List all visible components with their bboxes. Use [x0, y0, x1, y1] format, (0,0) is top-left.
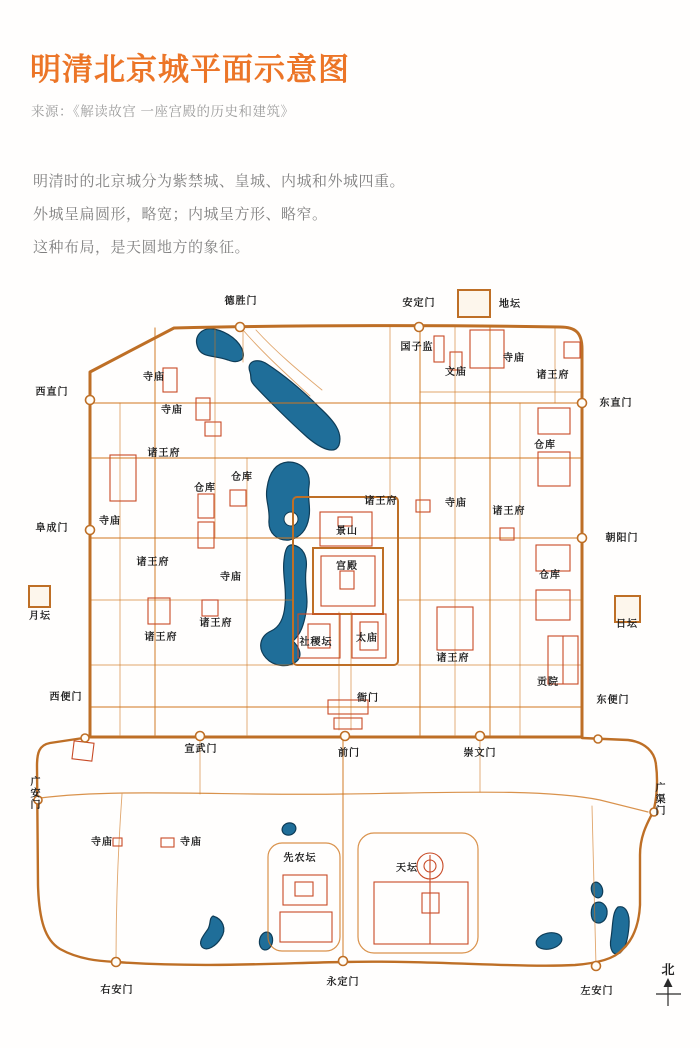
- source-line: 来源：《解读故宫 一座宫殿的历史和建筑》: [31, 104, 295, 119]
- lake-beihai-island: [284, 512, 298, 526]
- map-label-label-shejitan: 社稷坛: [299, 637, 333, 648]
- map-label-gate-dongbianmen: 东便门: [596, 695, 630, 706]
- map-label-gate-qianmen: 前门: [338, 748, 360, 759]
- map-label-label-yamen: 衙门: [357, 693, 379, 704]
- ditan-altar-square: [458, 290, 490, 317]
- map-label-label-wenmiao: 文庙: [445, 367, 467, 378]
- map-label-gate-chaoyangmen: 朝阳门: [605, 533, 639, 544]
- pond-outer-7: [535, 930, 564, 951]
- north-arrow: [656, 978, 681, 1006]
- map-label-gate-xuanwumen: 宣武门: [184, 744, 218, 755]
- map-label-label-xiannongtan: 先农坛: [283, 853, 317, 864]
- description-line-3: 这种布局，是天圆地方的象征。: [33, 239, 251, 256]
- lakes: [197, 329, 630, 954]
- map-label-label-simiao-c1: 寺庙: [445, 498, 467, 509]
- map-label-label-simiao-c2: 寺庙: [220, 572, 242, 583]
- map-label-gate-guangqumen: 广渠门: [655, 783, 667, 817]
- map-label-gate-guanganmen: 广安门: [30, 777, 42, 811]
- map-label-label-cangku-c1: 仓库: [231, 472, 253, 483]
- map-label-label-zhuwangfu-w1: 诸王府: [147, 448, 181, 459]
- map-label-label-cangku-c2: 仓库: [194, 483, 216, 494]
- map-label-label-simiao-nw1: 寺庙: [143, 372, 165, 383]
- pond-outer-2: [201, 916, 224, 949]
- map-label-gate-xizhimen: 西直门: [35, 387, 69, 398]
- jingshan-hall: [338, 517, 352, 526]
- yuetan-altar-square: [29, 586, 50, 607]
- map-label-label-zhuwangfu-c1: 诸王府: [364, 496, 398, 507]
- map-label-label-cangku-e1: 仓库: [534, 440, 556, 451]
- map-label-gate-deshengmen: 德胜门: [224, 296, 258, 307]
- map-label-label-zhuwangfu-w2: 诸王府: [136, 557, 170, 568]
- pond-outer-4: [590, 881, 605, 899]
- daqingmen-block: [334, 718, 362, 729]
- map-label-label-simiao-s1: 寺庙: [91, 837, 113, 848]
- map-label-gate-andingmen: 安定门: [402, 298, 436, 309]
- forbidden-city: [313, 548, 383, 614]
- page-title: 明清北京城平面示意图: [30, 52, 350, 87]
- lake-beihai: [267, 462, 310, 540]
- map-label-gate-zuoanmen: 左安门: [580, 986, 614, 997]
- map-label-altar-yuetan: 月坛: [29, 611, 51, 622]
- map-label-label-zhuwangfu-w3: 诸王府: [199, 618, 233, 629]
- buildings: [72, 330, 580, 847]
- map-label-label-guozijian: 国子监: [400, 342, 434, 353]
- gate-markers: [34, 323, 658, 971]
- description-line-2: 外城呈扁圆形，略宽；内城呈方形、略窄。: [33, 206, 328, 223]
- map-label-label-simiao-nw2: 寺庙: [161, 405, 183, 416]
- outer-city-wall: [37, 737, 657, 966]
- map-label-label-gongyuan: 贡院: [537, 677, 559, 688]
- map-label-gate-fuchengmen: 阜成门: [35, 523, 69, 534]
- map-label-altar-ritan: 日坛: [616, 619, 638, 630]
- map-label-compass-north: 北: [661, 962, 675, 977]
- map-label-label-zhuwangfu-e1: 诸王府: [492, 506, 526, 517]
- map-label-gate-xibianmen: 西便门: [49, 692, 83, 703]
- lake-jishuitan: [197, 329, 244, 362]
- map-label-gate-chongwenmen: 崇文门: [463, 748, 497, 759]
- pond-outer-1: [280, 821, 297, 837]
- map-label-label-simiao-s2: 寺庙: [180, 837, 202, 848]
- lake-shichahai: [249, 361, 340, 450]
- map-label-label-gongdian: 宫殿: [336, 561, 358, 572]
- map-label-gate-dongzhimen: 东直门: [599, 398, 633, 409]
- map-label-altar-ditan: 地坛: [499, 299, 521, 310]
- map-label-label-cangku-e2: 仓库: [539, 570, 561, 581]
- map-label-label-jingshan: 景山: [336, 526, 358, 537]
- map-label-label-simiao-ne1: 寺庙: [503, 353, 525, 364]
- pond-outer-5: [591, 902, 607, 923]
- map-label-label-taimiao: 太庙: [356, 633, 378, 644]
- streets: [40, 327, 648, 966]
- description-line-1: 明清时的北京城分为紫禁城、皇城、内城和外城四重。: [33, 173, 406, 190]
- map-label-gate-yongdingmen: 永定门: [326, 977, 360, 988]
- map-label-label-zhuwangfu-e2: 诸王府: [436, 653, 470, 664]
- map-label-label-tiantan: 天坛: [396, 863, 418, 874]
- tiantan-complex: [358, 833, 478, 953]
- pond-outer-3: [258, 931, 274, 951]
- map-label-label-zhuwangfu-w4: 诸王府: [144, 632, 178, 643]
- map-label-gate-youanmen: 右安门: [100, 985, 134, 996]
- map-label-label-zhuwangfu-ne1: 诸王府: [536, 370, 570, 381]
- map-label-label-simiao-w1: 寺庙: [99, 516, 121, 527]
